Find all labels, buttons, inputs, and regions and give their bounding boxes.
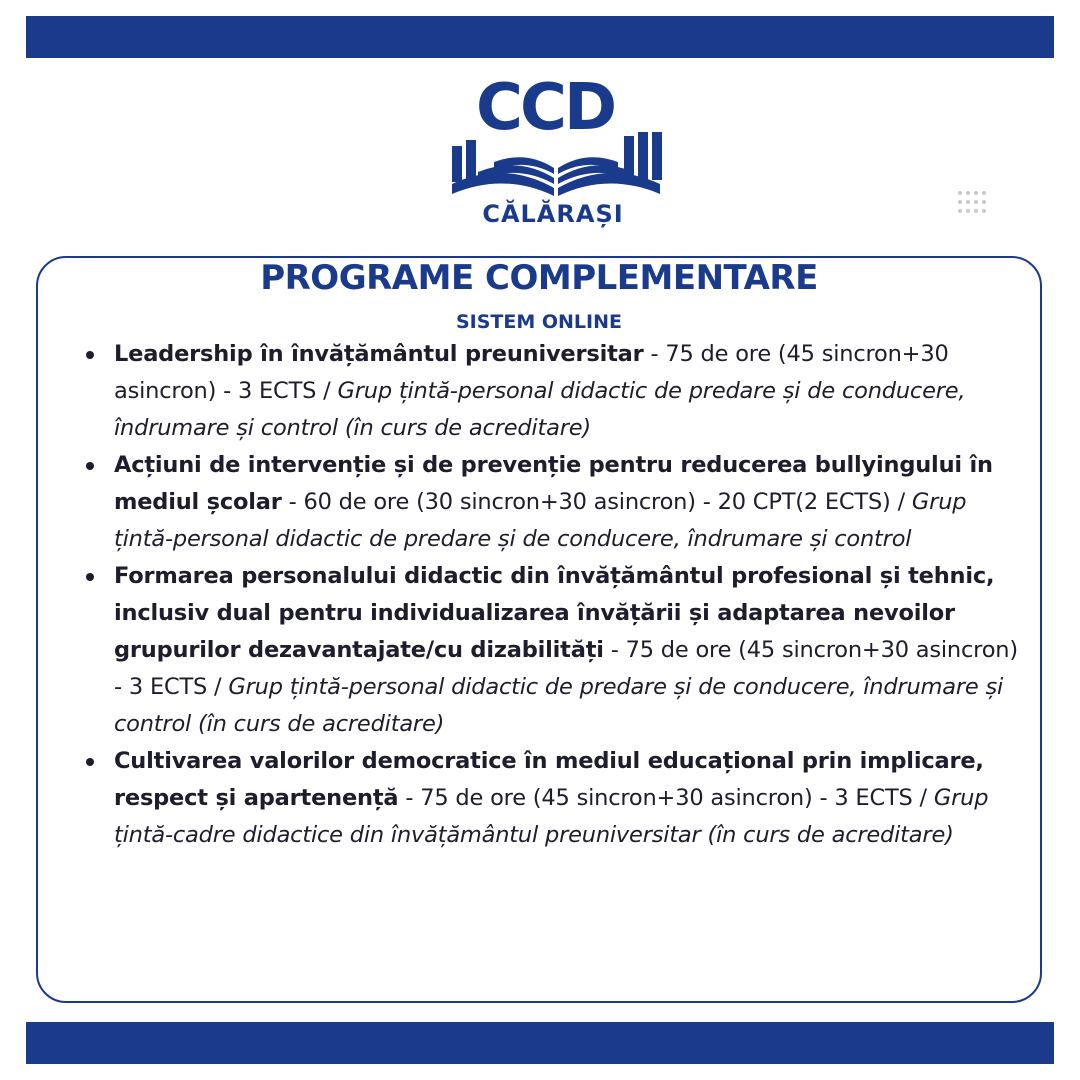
bullet-icon <box>86 573 94 581</box>
page-subtitle: SISTEM ONLINE <box>455 311 622 333</box>
program-details: - 75 de ore (45 sincron+30 asincron) - 3 ECTS / <box>114 341 949 404</box>
list-item <box>86 336 1020 447</box>
list-item <box>86 558 1020 743</box>
program-audience: Grup țintă-personal didactic de predare și de conducere, îndrumare și control (în curs de acreditare) <box>114 378 966 441</box>
program-name: Acțiuni de intervenție și de prevenție pentru reducerea bullyingului în mediul școlar <box>114 452 993 515</box>
bottom-banner <box>26 1022 1054 1064</box>
top-banner <box>26 16 1054 58</box>
program-audience: Grup țintă-personal didactic de predare și de conducere, îndrumare și control (în curs de acreditare) <box>114 674 1004 737</box>
open-book-icon <box>448 132 664 202</box>
program-details: - 60 de ore (30 sincron+30 asincron) - 20 CPT(2 ECTS) / <box>281 489 912 515</box>
program-details: - 75 de ore (45 sincron+30 asincron) - 3 ECTS / <box>114 637 1018 700</box>
program-name: Cultivarea valorilor democratice în mediul educațional prin implicare, respect și apartenență <box>114 748 984 811</box>
ccd-logo <box>448 71 664 236</box>
bullet-icon <box>86 351 94 359</box>
list-item <box>86 447 1020 558</box>
program-list <box>86 336 1020 854</box>
program-audience: Grup țintă-personal didactic de predare și de conducere, îndrumare și control <box>114 489 967 552</box>
logo-city-name: CĂLĂRAȘI <box>482 200 624 228</box>
program-audience: Grup țintă-cadre didactice din învățământul preuniversitar (în curs de acreditare) <box>114 785 989 848</box>
logo-wordmark: CCD <box>476 71 615 145</box>
list-item <box>86 743 1020 854</box>
program-name: Leadership în învățământul preuniversitar <box>114 341 644 367</box>
bullet-icon <box>86 462 94 470</box>
dot-grid-icon <box>957 190 987 214</box>
bullet-icon <box>86 758 94 766</box>
program-name: Formarea personalului didactic din învățământul profesional și tehnic, inclusiv dual pentru individualizarea învățării și adaptarea nevoilor grupurilor dezavantajate/cu dizabilități <box>114 563 995 663</box>
page-title: PROGRAME COMPLEMENTARE <box>260 258 818 298</box>
program-details: - 75 de ore (45 sincron+30 asincron) - 3 ECTS / <box>398 785 934 811</box>
